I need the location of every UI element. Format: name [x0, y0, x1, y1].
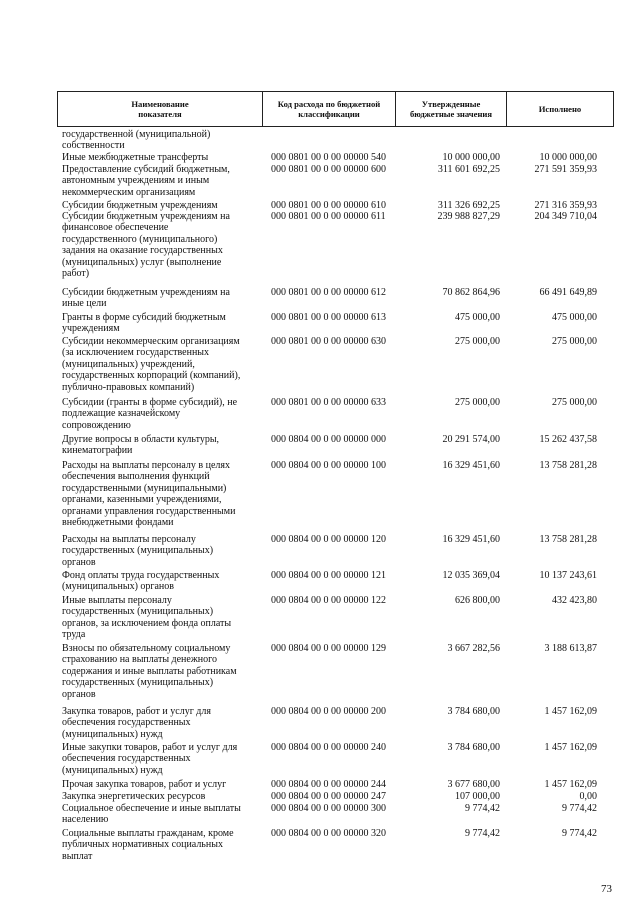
row-label: Взносы по обязательному социальному страхованию на выплаты денежного содержания и иные выплаты работникам государственных (муниципальных) органов: [62, 643, 237, 700]
page-number: 73: [601, 883, 612, 895]
row-code: 000 0801 00 0 00 00000 600: [271, 164, 386, 175]
row-code: 000 0804 00 0 00 00000 300: [271, 803, 386, 814]
row-approved: 20 291 574,00: [442, 434, 500, 445]
row-approved: 9 774,42: [465, 828, 500, 839]
row-executed: 10 000 000,00: [539, 152, 597, 163]
row-executed: 1 457 162,09: [544, 706, 597, 717]
row-executed: 0,00: [579, 791, 597, 802]
row-code: 000 0804 00 0 00 00000 200: [271, 706, 386, 717]
row-executed: 271 591 359,93: [534, 164, 597, 175]
row-approved: 12 035 369,04: [442, 570, 500, 581]
row-label: Предоставление субсидий бюджетным, автономным учреждениям и иным некоммерческим организациям: [62, 164, 230, 198]
row-label: Иные закупки товаров, работ и услуг для обеспечения государственных (муниципальных) нужд: [62, 742, 238, 776]
row-executed: 15 262 437,58: [539, 434, 597, 445]
row-label: Закупка энергетических ресурсов: [62, 791, 206, 802]
row-executed: 432 423,80: [552, 595, 597, 606]
row-label: Фонд оплаты труда государственных (муниципальных) органов: [62, 570, 220, 593]
row-executed: 204 349 710,04: [534, 211, 597, 222]
row-code: 000 0804 00 0 00 00000 247: [271, 791, 386, 802]
row-executed: 13 758 281,28: [539, 534, 597, 545]
row-label: Социальное обеспечение и иные выплаты населению: [62, 803, 241, 826]
header-executed: Исполнено: [538, 104, 582, 114]
row-code: 000 0801 00 0 00 00000 611: [271, 211, 386, 222]
row-executed: 66 491 649,89: [539, 287, 597, 298]
row-code: 000 0804 00 0 00 00000 122: [271, 595, 386, 606]
row-label: Расходы на выплаты персоналу в целях обеспечения выполнения функций государственными (муниципальными) органами, казенными учреждениями, органами управления государственными внебюджетными фондами: [62, 460, 236, 529]
row-approved: 107 000,00: [455, 791, 500, 802]
row-label: Субсидии (гранты в форме субсидий), не подлежащие казначейскому сопровождению: [62, 397, 238, 431]
row-executed: 10 137 243,61: [539, 570, 597, 581]
row-code: 000 0804 00 0 00 00000 244: [271, 779, 386, 790]
row-approved: 3 677 680,00: [447, 779, 500, 790]
row-approved: 475 000,00: [455, 312, 500, 323]
row-code: 000 0801 00 0 00 00000 612: [271, 287, 386, 298]
row-label: Субсидии бюджетным учреждениям на финансовое обеспечение государственного (муниципального) задания на оказание государственных (муниципальных) услуг (выполнение работ): [62, 211, 230, 280]
row-executed: 9 774,42: [562, 828, 597, 839]
row-code: 000 0804 00 0 00 00000 000: [271, 434, 386, 445]
row-code: 000 0801 00 0 00 00000 540: [271, 152, 386, 163]
row-label: Субсидии бюджетным учреждениям на иные цели: [62, 287, 230, 310]
row-label: Иные выплаты персоналу государственных (муниципальных) органов, за исключением фонда оплаты труда: [62, 595, 232, 641]
row-label: Гранты в форме субсидий бюджетным учреждениям: [62, 312, 226, 335]
row-approved: 16 329 451,60: [442, 460, 500, 471]
row-code: 000 0804 00 0 00 00000 100: [271, 460, 386, 471]
row-label: Субсидии бюджетным учреждениям: [62, 200, 218, 211]
row-executed: 271 316 359,93: [534, 200, 597, 211]
row-executed: 275 000,00: [552, 336, 597, 347]
row-approved: 275 000,00: [455, 397, 500, 408]
table-header: [57, 91, 614, 127]
row-approved: 16 329 451,60: [442, 534, 500, 545]
row-executed: 1 457 162,09: [544, 742, 597, 753]
row-approved: 9 774,42: [465, 803, 500, 814]
row-approved: 275 000,00: [455, 336, 500, 347]
row-approved: 70 862 864,96: [442, 287, 500, 298]
row-code: 000 0804 00 0 00 00000 129: [271, 643, 386, 654]
row-label: Расходы на выплаты персоналу государственных (муниципальных) органов: [62, 534, 214, 568]
row-executed: 475 000,00: [552, 312, 597, 323]
row-code: 000 0804 00 0 00 00000 120: [271, 534, 386, 545]
row-code: 000 0804 00 0 00 00000 320: [271, 828, 386, 839]
row-executed: 1 457 162,09: [544, 779, 597, 790]
row-approved: 239 988 827,29: [437, 211, 500, 222]
row-approved: 311 326 692,25: [437, 200, 500, 211]
header-code: Код расхода по бюджетной классификации: [263, 92, 396, 126]
row-label: Другие вопросы в области культуры, кинематографии: [62, 434, 220, 457]
row-code: 000 0801 00 0 00 00000 610: [271, 200, 386, 211]
row-label: Иные межбюджетные трансферты: [62, 152, 209, 163]
row-label: Закупка товаров, работ и услуг для обеспечения государственных (муниципальных) нужд: [62, 706, 211, 740]
header-name: Наименование показателя: [58, 92, 263, 126]
row-label: Прочая закупка товаров, работ и услуг: [62, 779, 227, 790]
row-approved: 3 784 680,00: [447, 706, 500, 717]
row-code: 000 0801 00 0 00 00000 630: [271, 336, 386, 347]
row-code: 000 0801 00 0 00 00000 633: [271, 397, 386, 408]
row-approved: 10 000 000,00: [442, 152, 500, 163]
row-label: Социальные выплаты гражданам, кроме публичных нормативных социальных выплат: [62, 828, 234, 862]
row-code: 000 0804 00 0 00 00000 240: [271, 742, 386, 753]
row-label: Субсидии некоммерческим организациям (за исключением государственных (муниципальных) учреждений, государственных корпораций (компаний), публично-правовых компаний): [62, 336, 241, 393]
row-executed: 275 000,00: [552, 397, 597, 408]
row-executed: 3 188 613,87: [544, 643, 597, 654]
row-executed: 13 758 281,28: [539, 460, 597, 471]
row-approved: 626 800,00: [455, 595, 500, 606]
row-code: 000 0804 00 0 00 00000 121: [271, 570, 386, 581]
row-approved: 3 784 680,00: [447, 742, 500, 753]
row-code: 000 0801 00 0 00 00000 613: [271, 312, 386, 323]
row-approved: 311 601 692,25: [437, 164, 500, 175]
row-approved: 3 667 282,56: [447, 643, 500, 654]
row-label: государственной (муниципальной) собственности: [62, 129, 211, 152]
row-executed: 9 774,42: [562, 803, 597, 814]
header-approved: Утвержденные бюджетные значения: [396, 92, 507, 126]
